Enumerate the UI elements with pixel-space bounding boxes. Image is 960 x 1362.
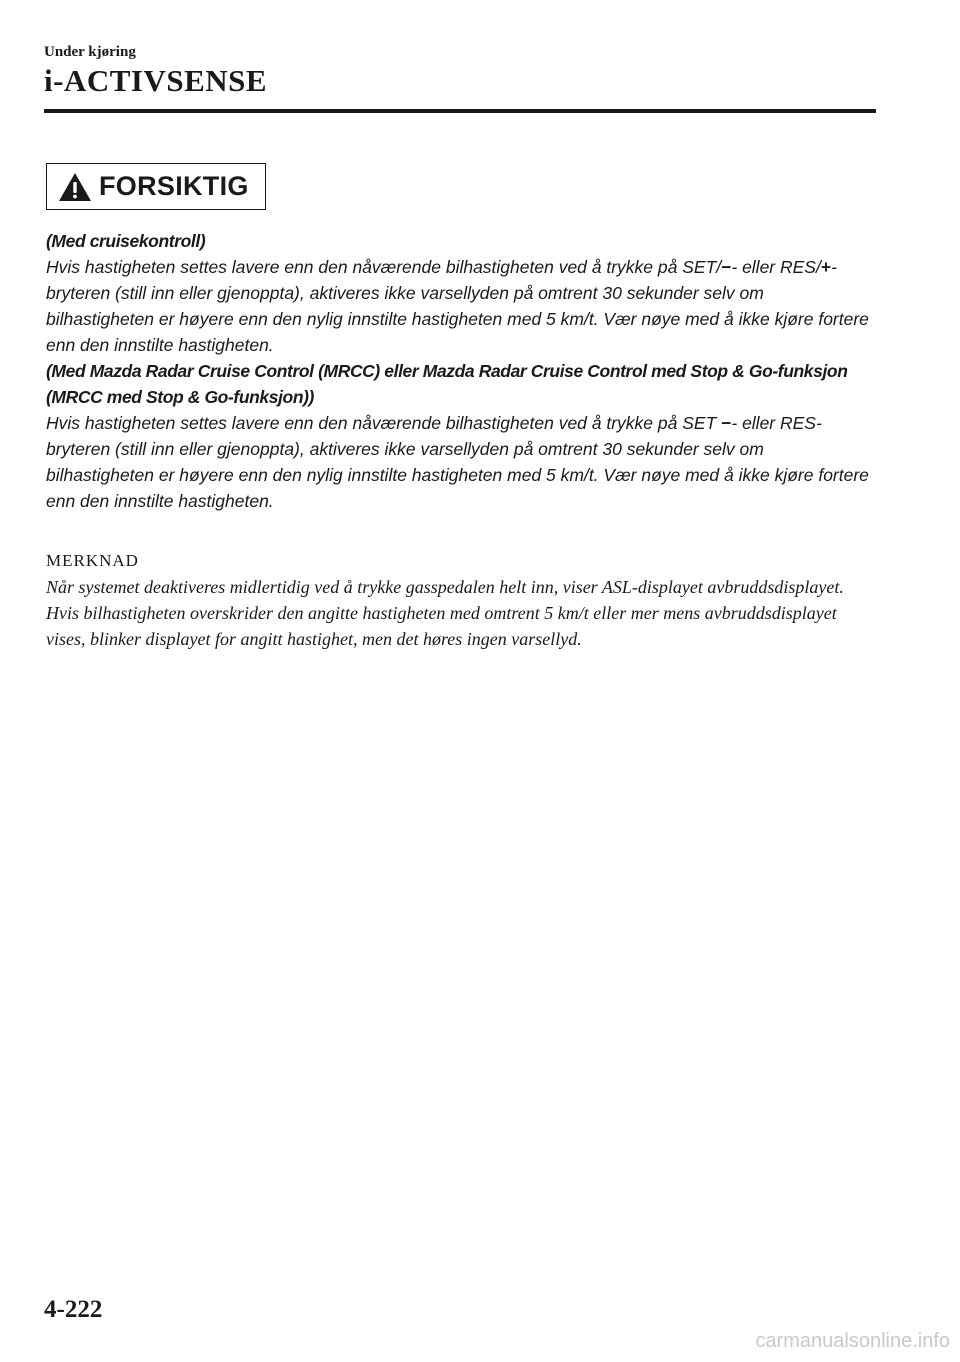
caution-heading	[46, 163, 266, 210]
warning-triangle-icon	[57, 171, 93, 203]
caution-paragraph-2	[46, 410, 876, 514]
paragraph-text: -bryteren (still inn eller gjenoppta), aktiveres ikke varsellyden på omtrent 30 sekunder selv om bilhastigheten er høyere enn den nylig innstilte hastigheten med 5 km/t. Vær nøye med å ikke kjøre fortere enn den innstilte hastigheten.	[46, 257, 869, 355]
caution-paragraph-1	[46, 254, 876, 358]
paragraph-text: - eller RES-bryteren (still inn eller gjenoppta), aktiveres ikke varsellyden på omtrent 30 sekunder selv om bilhastigheten er høyere enn den nylig innstilte hastigheten med 5 km/t. Vær nøye med å ikke kjøre fortere enn den innstilte hastigheten.	[46, 413, 869, 511]
condition-mrcc: (Med Mazda Radar Cruise Control (MRCC) eller Mazda Radar Cruise Control med Stop & Go-funksjon (MRCC med Stop & Go-funksjon))	[46, 361, 848, 407]
page-header	[44, 44, 267, 99]
plus-icon: +	[820, 257, 832, 277]
minus-icon: −	[721, 257, 732, 277]
minus-icon: −	[721, 413, 732, 433]
caution-body	[46, 228, 876, 514]
page-title: i-ACTIVSENSE	[44, 63, 268, 98]
paragraph-text: Hvis hastigheten settes lavere enn den nåværende bilhastigheten ved å trykke på SET	[46, 413, 722, 433]
condition-cruise-control: (Med cruisekontroll)	[46, 231, 206, 251]
paragraph-text: Hvis hastigheten settes lavere enn den nåværende bilhastigheten ved å trykke på SET/	[46, 257, 722, 277]
paragraph-text: - eller RES/	[731, 257, 821, 277]
header-divider	[44, 109, 876, 113]
note-text: Når systemet deaktiveres midlertidig ved å trykke gasspedalen helt inn, viser ASL-displayet avbruddsdisplayet. Hvis bilhastigheten overskrider den angitte hastigheten med omtrent 5 km/t eller mer mens avbruddsdisplayet vises, blinker displayet for angitt hastighet, men det høres ingen varsellyd.	[46, 577, 844, 649]
note-section	[46, 548, 876, 652]
page-number: 4-222	[44, 1296, 103, 1323]
watermark: carmanualsonline.info	[755, 1330, 950, 1352]
note-title: MERKNAD	[46, 551, 139, 570]
caution-label: FORSIKTIG	[99, 171, 249, 201]
section-label: Under kjøring	[44, 44, 136, 60]
